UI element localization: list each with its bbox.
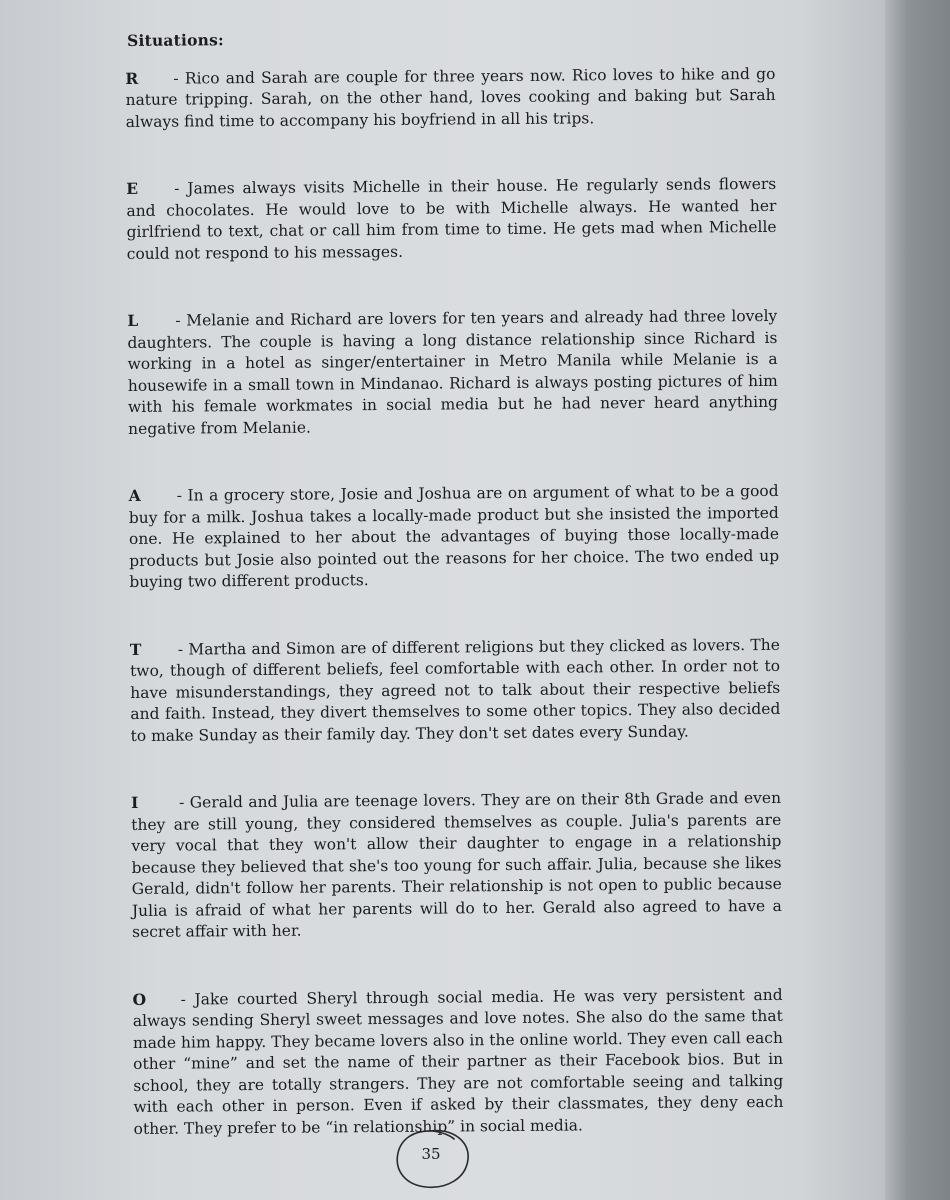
page-number: 35 <box>421 1145 441 1163</box>
situation-i <box>131 787 782 944</box>
situation-letter: T <box>129 639 142 659</box>
situation-l <box>127 305 778 440</box>
situation-r <box>125 62 775 133</box>
situation-text: - Rico and Sarah are couple for three years now. Rico loves to hike and go nature tripping. Sarah, on the other hand, loves cooking and baking but Sarah always find time to accompany his boyfriend in all his trips. <box>125 64 776 131</box>
situation-e <box>126 173 777 265</box>
situation-letter: A <box>128 485 141 505</box>
situations-section <box>125 25 784 1185</box>
situation-letter: I <box>130 792 139 812</box>
situation-text: - James always visits Michelle in their house. He regularly sends flowers and chocolates. He would love to be with Michelle always. He wanted her girlfriend to text, chat or call him from time to time. He gets mad when Michelle could not respond to his messages. <box>126 174 777 263</box>
situation-text: - Jake courted Sheryl through social media. He was very persistent and always sending Sheryl sweet messages and love notes. She also do the same that made him happy. They became lovers also in the online world. They even call each other “mine” and set the name of their partner as their Facebook bios. But in school, they are totally strangers. They are not comfortable seeing and talking with each other in person. Even if asked by their classmates, they deny each other. They prefer to be “in relationship” in social media. <box>132 985 784 1138</box>
situation-letter: O <box>132 989 147 1009</box>
situation-o <box>133 983 784 1140</box>
page-edge-shadow <box>885 0 950 1200</box>
situation-t <box>130 633 781 747</box>
section-heading: Situations: <box>127 30 225 50</box>
page-number-circle <box>392 1125 472 1193</box>
situation-text: - Gerald and Julia are teenage lovers. They are on their 8th Grade and even they are still young, they considered themselves as couple. Julia's parents are very vocal that they won't allow their daughter to engage in a relationship because they believed that she's too young for such affair. Julia, because she likes Gerald, didn't follow her parents. Their relationship is not open to public because Julia is afraid of what her parents will do to her. Gerald also agreed to have a secret affair with her. <box>131 788 782 941</box>
situation-text: - Martha and Simon are of different religions but they clicked as lovers. The two, though of different beliefs, feel comfortable with each other. In order not to have misunderstandings, they agreed not to talk about their respective beliefs and faith. Instead, they divert themselves to some other topics. They also decided to make Sunday as their family day. They don't set dates every Sunday. <box>129 635 781 745</box>
situation-letter: L <box>127 310 139 330</box>
situation-letter: E <box>126 178 139 198</box>
situation-letter: R <box>125 68 139 88</box>
situation-a <box>129 480 780 594</box>
situation-text: - In a grocery store, Josie and Joshua are on argument of what to be a good buy for a milk. Joshua takes a locally-made product but she insisted the imported one. He explained to her about the advantages of buying those locally-made products but Josie also pointed out the reasons for her choice. The two ended up buying two different products. <box>128 481 780 591</box>
situation-text: - Melanie and Richard are lovers for ten years and already had three lovely daughters. The couple is having a long distance relationship since Richard is working in a hotel as singer/entertainer in Metro Manila while Melanie is a housewife in a small town in Mindanao. Richard is always posting pictures of him with his female workmates in social media but he had never heard anything negative from Melanie. <box>127 306 779 438</box>
